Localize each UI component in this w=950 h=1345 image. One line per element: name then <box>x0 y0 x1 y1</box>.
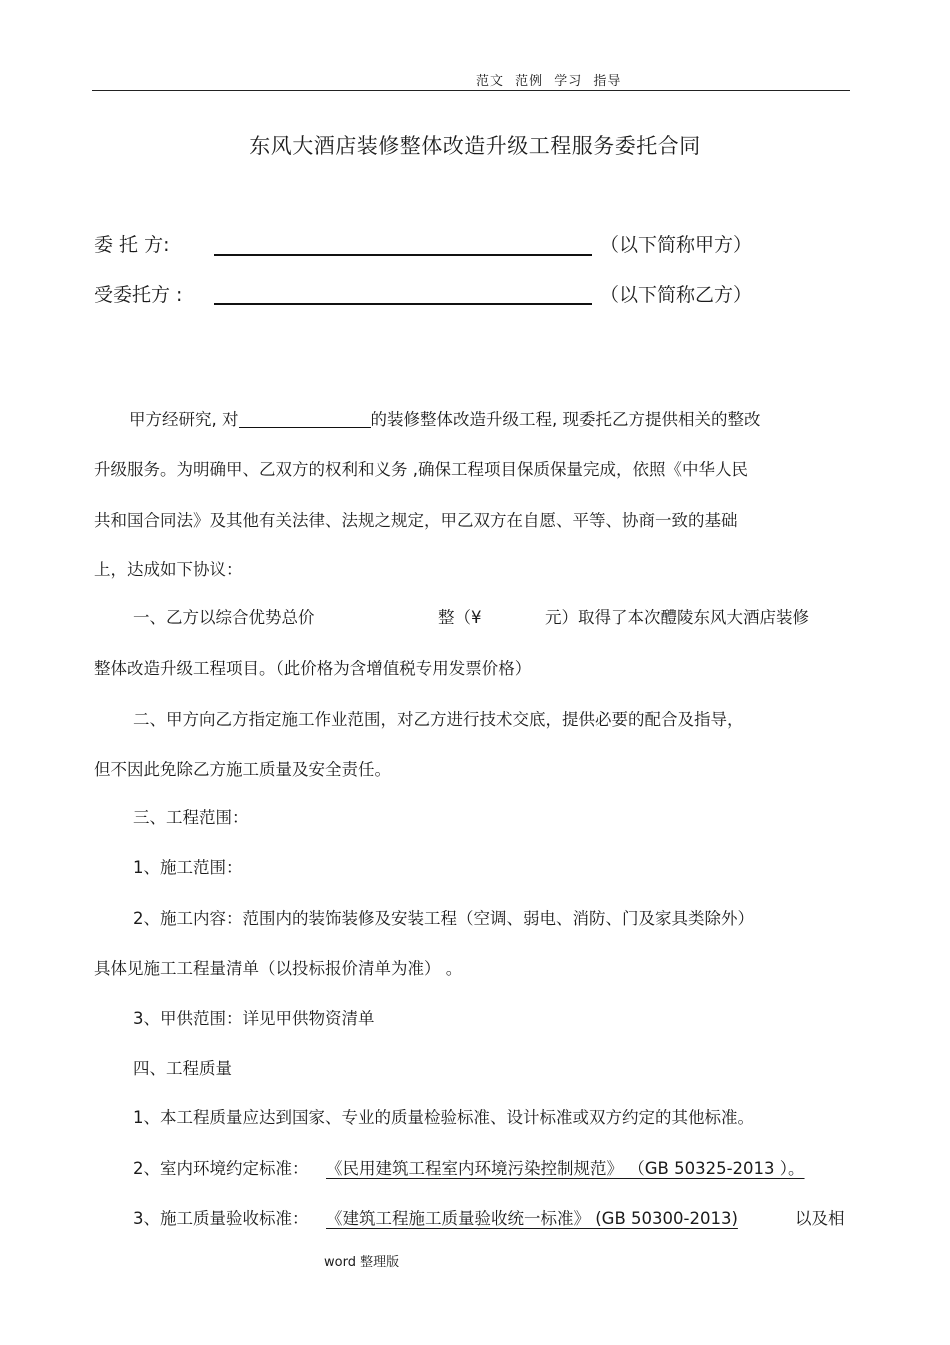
intro-pre: 甲方经研究, 对 <box>129 410 239 429</box>
article-2-line-1: 二、甲方向乙方指定施工作业范围，对乙方进行技术交底，提供必要的配合及指导， <box>133 710 744 729</box>
article-4-item-3-tail: 以及相 <box>795 1209 845 1228</box>
article-3-item-3: 3、甲供范围：详见甲供物资清单 <box>133 1009 375 1028</box>
contractor-note: （以下简称乙方） <box>600 284 753 306</box>
contractor-name-line <box>214 303 592 305</box>
article-1-line-2: 整体改造升级工程项目。（此价格为含增值税专用发票价格） <box>94 659 532 678</box>
page-header: 范文 范例 学习 指导 <box>476 74 622 89</box>
client-note: （以下简称甲方） <box>600 234 753 256</box>
client-name-line <box>214 254 592 256</box>
article-2-line-2: 但不因此免除乙方施工质量及安全责任。 <box>94 760 391 779</box>
article-1-part-c: 元）取得了本次醴陵东风大酒店装修 <box>545 608 809 627</box>
intro-line-2: 升级服务。为明确甲、乙双方的权利和义务 ,确保工程项目保质保量完成，依照《中华人民 <box>94 460 748 479</box>
article-4-item-3-label: 3、施工质量验收标准： <box>133 1209 309 1228</box>
project-blank <box>239 411 371 428</box>
article-1-part-a: 一、乙方以综合优势总价 <box>133 608 315 627</box>
article-3-item-1: 1、施工范围： <box>133 858 243 877</box>
intro-post: 的装修整体改造升级工程, 现委托乙方提供相关的整改 <box>370 410 761 429</box>
contractor-label: 受委托方 : <box>94 284 183 306</box>
article-4-item-1: 1、本工程质量应达到国家、专业的质量检验标准、设计标准或双方约定的其他标准。 <box>133 1108 754 1127</box>
intro-line-3: 共和国合同法》及其他有关法律、法规之规定，甲乙双方在自愿、平等、协商一致的基础 <box>94 511 738 530</box>
article-3-item-2-line-2: 具体见施工工程量清单（以投标报价清单为准） 。 <box>94 959 463 978</box>
indoor-environment-standard: 《民用建筑工程室内环境污染控制规范》 （GB 50325-2013 ）。 <box>326 1159 805 1178</box>
article-3-item-2-line-1: 2、施工内容：范围内的装饰装修及安装工程（空调、弱电、消防、门及家具类除外） <box>133 909 754 928</box>
article-3-heading: 三、工程范围： <box>133 808 249 827</box>
intro-line-1 <box>129 406 761 430</box>
intro-line-4: 上，达成如下协议： <box>94 560 243 579</box>
article-4-heading: 四、工程质量 <box>133 1059 232 1078</box>
article-4-item-2-label: 2、室内环境约定标准： <box>133 1159 309 1178</box>
client-label: 委 托 方: <box>94 234 170 256</box>
quality-acceptance-standard: 《建筑工程施工质量验收统一标准》 (GB 50300-2013) <box>326 1209 738 1228</box>
document-title: 东风大酒店装修整体改造升级工程服务委托合同 <box>249 134 701 158</box>
page-footer: word 整理版 <box>324 1255 400 1270</box>
article-1-part-b: 整（¥ <box>438 608 482 627</box>
header-rule <box>92 90 850 91</box>
